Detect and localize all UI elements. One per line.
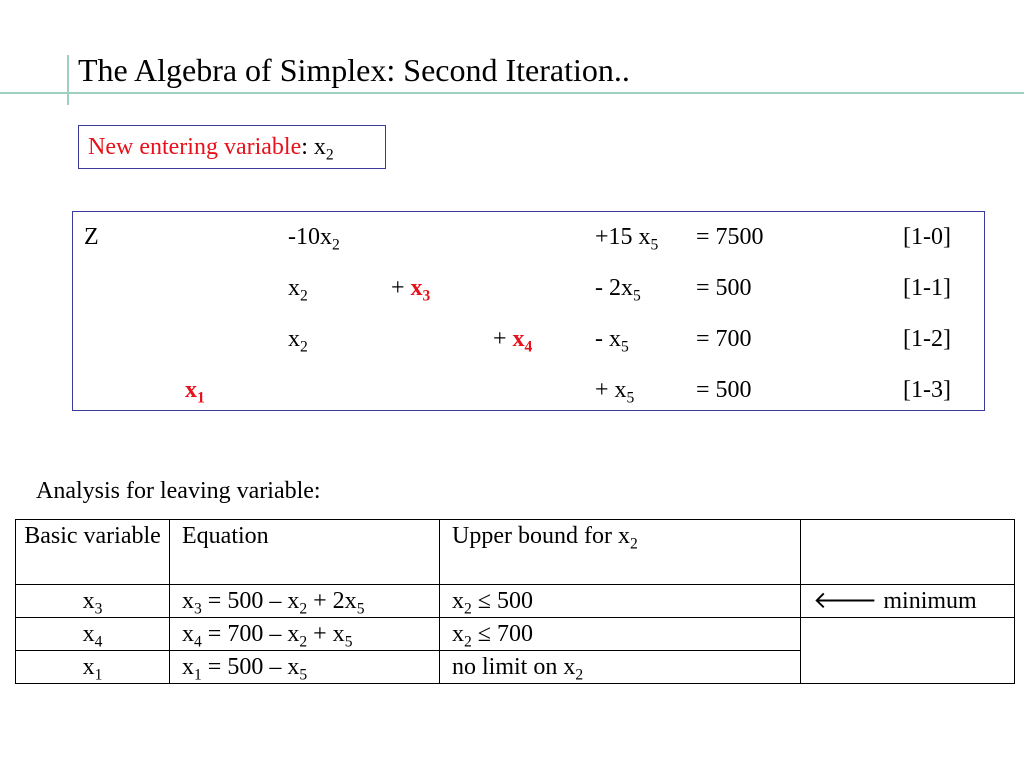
eq1-rhs: = 500 xyxy=(696,275,752,301)
minimum-label: minimum xyxy=(883,588,977,614)
leaving-variable-table xyxy=(15,519,1015,684)
entering-variable-label: New entering variable xyxy=(88,134,302,160)
slide-title: The Algebra of Simplex: Second Iteration.. xyxy=(78,52,630,88)
upper-bound-cell: $x_2 \le 700$ xyxy=(440,618,801,651)
title-rule-horizontal xyxy=(0,92,1024,94)
entering-variable-box xyxy=(78,125,386,169)
eq3-x5-term: + $x_5$ xyxy=(595,377,635,407)
table-header-row xyxy=(16,520,1015,585)
eq2-x2-term: $x_2$ xyxy=(288,326,308,356)
table-row xyxy=(16,585,1015,618)
title-rule-vertical xyxy=(67,55,69,105)
header-note xyxy=(801,520,1015,585)
eq3-rhs: = 500 xyxy=(696,377,752,403)
eq0-z: Z xyxy=(84,224,99,250)
analysis-heading: Analysis for leaving variable: xyxy=(36,478,321,504)
eq0-rhs: = 7500 xyxy=(696,224,764,250)
empty-note-cell xyxy=(801,618,1015,684)
basic-variable-cell: $x_4$ xyxy=(16,618,170,651)
header-upper-bound: Upper bound for $x_2$ xyxy=(440,520,801,585)
eq1-x3-term: + $x_3$ xyxy=(391,275,431,305)
entering-variable-name: $x_2$ xyxy=(313,134,334,164)
eq0-tag: [1-0] xyxy=(903,224,951,250)
eq0-x2-term: $-10x_2$ xyxy=(288,224,340,254)
eq1-tag: [1-1] xyxy=(903,275,951,301)
eq1-x2-term: $x_2$ xyxy=(288,275,308,305)
eq2-x4-term: + $x_4$ xyxy=(493,326,533,356)
equation-cell: $x_1 = 500 - x_5$ xyxy=(170,651,440,684)
upper-bound-cell: $x_2 \le 500$ xyxy=(440,585,801,618)
header-basic-variable: Basic variable xyxy=(16,520,170,585)
table-row xyxy=(16,618,1015,651)
eq2-rhs: = 700 xyxy=(696,326,752,352)
equation-system xyxy=(72,211,985,411)
equation-cell: $x_3 = 500 - x_2 + 2x_5$ xyxy=(170,585,440,618)
basic-variable-cell: $x_1$ xyxy=(16,651,170,684)
eq1-x5-term: - $2x_5$ xyxy=(595,275,641,305)
eq3-x1-term: $x_1$ xyxy=(185,377,205,407)
minimum-note-cell xyxy=(801,585,1015,618)
entering-variable-separator: : xyxy=(301,134,314,160)
eq0-x5-term: +15 $x_5$ xyxy=(595,224,659,254)
eq2-tag: [1-2] xyxy=(903,326,951,352)
eq3-tag: [1-3] xyxy=(903,377,951,403)
left-arrow-icon: 🡐 xyxy=(813,588,878,614)
eq2-x5-term: - $x_5$ xyxy=(595,326,629,356)
basic-variable-cell: $x_3$ xyxy=(16,585,170,618)
header-equation: Equation xyxy=(170,520,440,585)
upper-bound-cell: no limit on $x_2$ xyxy=(440,651,801,684)
equation-cell: $x_4 = 700 - x_2 + x_5$ xyxy=(170,618,440,651)
